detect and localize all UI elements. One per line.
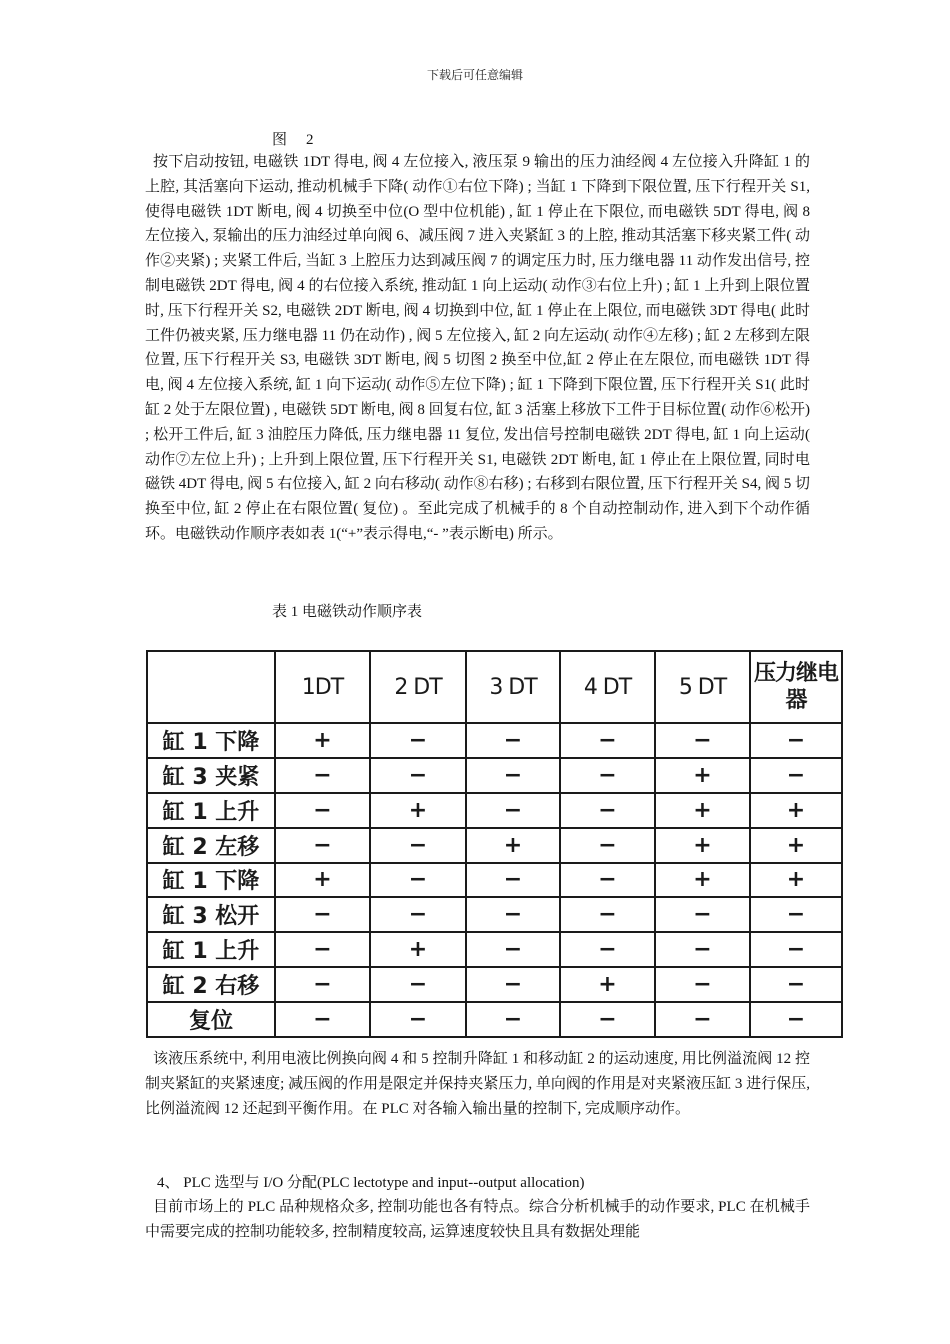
table-cell: − — [275, 897, 370, 932]
table-row — [147, 758, 842, 793]
table-cell: + — [370, 793, 466, 828]
table-row-label: 缸 3 夹紧 — [147, 758, 275, 793]
table-cell: − — [655, 967, 750, 1002]
table-cell: + — [655, 793, 750, 828]
table-header-cell: 3 DT — [466, 651, 560, 723]
table-cell: − — [655, 1002, 750, 1037]
table-cell: − — [750, 967, 842, 1002]
table-cell: − — [750, 897, 842, 932]
table-cell: − — [370, 863, 466, 898]
table-row-label: 缸 1 上升 — [147, 793, 275, 828]
table-row-label: 缸 1 下降 — [147, 723, 275, 758]
table-cell: − — [560, 1002, 655, 1037]
table-cell: + — [560, 967, 655, 1002]
table-cell: − — [370, 758, 466, 793]
table-cell: − — [560, 723, 655, 758]
table-cell: − — [560, 793, 655, 828]
table-cell: + — [370, 932, 466, 967]
table-cell: + — [655, 828, 750, 863]
table-row-label: 复位 — [147, 1002, 275, 1037]
table-row-label: 缸 2 右移 — [147, 967, 275, 1002]
table-row-label: 缸 2 左移 — [147, 828, 275, 863]
paragraph-plc-selection: 目前市场上的 PLC 品种规格众多, 控制功能也各有特点。综合分析机械手的动作要求, PLC 在机械手中需要完成的控制功能较多, 控制精度较高, 运算速度较快且具有数据处理能 — [145, 1199, 810, 1240]
table-row — [147, 967, 842, 1002]
table-header-cell: 1DT — [275, 651, 370, 723]
table-cell: − — [560, 897, 655, 932]
table-cell: − — [466, 932, 560, 967]
table-header-cell: 压力继电器 — [750, 651, 842, 723]
table-cell: − — [275, 932, 370, 967]
table-cell: + — [750, 863, 842, 898]
table-cell: − — [466, 863, 560, 898]
table-cell: − — [655, 932, 750, 967]
table-cell: − — [466, 897, 560, 932]
table-cell: + — [275, 863, 370, 898]
table-row — [147, 828, 842, 863]
table-caption: 表 1 电磁铁动作顺序表 — [272, 604, 423, 620]
table-cell: − — [750, 723, 842, 758]
table-cell: − — [466, 723, 560, 758]
table-cell: + — [275, 723, 370, 758]
table-row — [147, 932, 842, 967]
paragraph-hydraulic-system: 该液压系统中, 利用电液比例换向阀 4 和 5 控制升降缸 1 和移动缸 2 的运动速度, 用比例溢流阀 12 控制夹紧缸的夹紧速度; 减压阀的作用是限定并保持夹紧压力, 单向阀的作用是对夹紧液压缸 3 进行保压, 比例溢流阀 12 还起到平衡作用。在 PLC 对各输入输出量的控制下, 完成顺序动作。 — [145, 1051, 810, 1117]
table-cell: − — [466, 758, 560, 793]
table-row-label: 缸 3 松开 — [147, 897, 275, 932]
table-cell: − — [750, 758, 842, 793]
table-cell: − — [275, 793, 370, 828]
table-cell: − — [750, 932, 842, 967]
table-cell: − — [560, 932, 655, 967]
page-header: 下载后可任意编辑 — [426, 68, 523, 82]
table-cell: + — [750, 828, 842, 863]
table-cell: − — [370, 1002, 466, 1037]
figure-caption: 图 2 — [272, 132, 316, 148]
paragraph-operation-sequence: 按下启动按钮, 电磁铁 1DT 得电, 阀 4 左位接入, 液压泵 9 输出的压力油经阀 4 左位接入升降缸 1 的上腔, 其活塞向下运动, 推动机械手下降( 动作①右位下降) ; 当缸 1 下降到下限位置, 压下行程开关 S1, 使得电磁铁 1DT 断电, 阀 4 切换至中位(O 型中位机能) , 缸 1 停止在下限位, 而电磁铁 5DT 得电, 阀 8 左位接入, 泵输出的压力油经过单向阀 6、减压阀 7 进入夹紧缸 3 的上腔, 推动其活塞下移夹紧工件( 动作②夹紧) ; 夹紧工件后, 当缸 3 上腔压力达到减压阀 7 的调定压力时, 压力继电器 11 动作发出信号, 控制电磁铁 2DT 得电, 阀 4 的右位接入系统, 推动缸 1 向上运动( 动作③右位上升) ; 缸 1 上升到上限位置时, 压下行程开关 S2, 电磁铁 2DT 断电, 阀 4 切换到中位, 缸 1 停止在上限位, 而电磁铁 3DT 得电( 此时工件仍被夹紧, 压力继电器 11 仍在动作) , 阀 5 左位接入, 缸 2 向左运动( 动作④左移) ; 缸 2 左移到左限位置, 压下行程开关 S3, 电磁铁 3DT 断电, 阀 5 切图 2 换至中位,缸 2 停止在左限位, 而电磁铁 1DT 得电, 阀 4 左位接入系统, 缸 1 向下运动( 动作⑤左位下降) ; 缸 1 下降到下限位置, 压下行程开关 S1( 此时缸 2 处于左限位置) , 电磁铁 5DT 断电, 阀 8 回复右位, 缸 3 活塞上移放下工件于目标位置( 动作⑥松开) ; 松开工件后, 缸 3 油腔压力降低, 压力继电器 11 复位, 发出信号控制电磁铁 2DT 得电, 缸 1 向上运动( 动作⑦左位上升) ; 上升到上限位置, 压下行程开关 S1, 电磁铁 2DT 断电, 缸 1 停止在上限位置, 同时电磁铁 4DT 得电, 阀 5 右位接入, 缸 2 向右移动( 动作⑧右移) ; 右移到右限位置, 压下行程开关 S4, 阀 5 切换至中位, 缸 2 停止在右限位置( 复位) 。至此完成了机械手的 8 个自动控制动作, 进入到下个动作循环。电磁铁动作顺序表如表 1(“+”表示得电,“- ”表示断电) 所示。 — [145, 154, 810, 542]
table-cell: − — [370, 828, 466, 863]
table-row-label: 缸 1 上升 — [147, 932, 275, 967]
table-row — [147, 1002, 842, 1037]
table-cell: − — [750, 1002, 842, 1037]
table-cell: − — [655, 897, 750, 932]
table-cell: − — [655, 723, 750, 758]
table-cell: − — [560, 863, 655, 898]
table-cell: + — [750, 793, 842, 828]
table-cell: − — [466, 793, 560, 828]
table-cell: − — [275, 1002, 370, 1037]
table-cell: − — [560, 758, 655, 793]
table-row-label: 缸 1 下降 — [147, 863, 275, 898]
table-header-cell — [147, 651, 275, 723]
table-cell: + — [466, 828, 560, 863]
table-header-cell: 5 DT — [655, 651, 750, 723]
table-cell: − — [466, 1002, 560, 1037]
table-cell: − — [275, 967, 370, 1002]
table-cell: − — [370, 897, 466, 932]
table-cell: − — [560, 828, 655, 863]
table-row — [147, 897, 842, 932]
table-cell: − — [275, 828, 370, 863]
section-heading: 4、 PLC 选型与 I/O 分配(PLC lectotype and input--output allocation) — [157, 1175, 585, 1191]
table-row — [147, 723, 842, 758]
table-cell: − — [466, 967, 560, 1002]
table-row — [147, 863, 842, 898]
table-header-cell: 2 DT — [370, 651, 466, 723]
table-grid — [146, 650, 843, 1038]
table-header-row — [147, 651, 842, 723]
table-cell: − — [370, 723, 466, 758]
table-cell: + — [655, 758, 750, 793]
table-cell: + — [655, 863, 750, 898]
table-cell: − — [275, 758, 370, 793]
table-header-cell: 4 DT — [560, 651, 655, 723]
table-cell: − — [370, 967, 466, 1002]
solenoid-sequence-table — [146, 650, 843, 1038]
table-row — [147, 793, 842, 828]
